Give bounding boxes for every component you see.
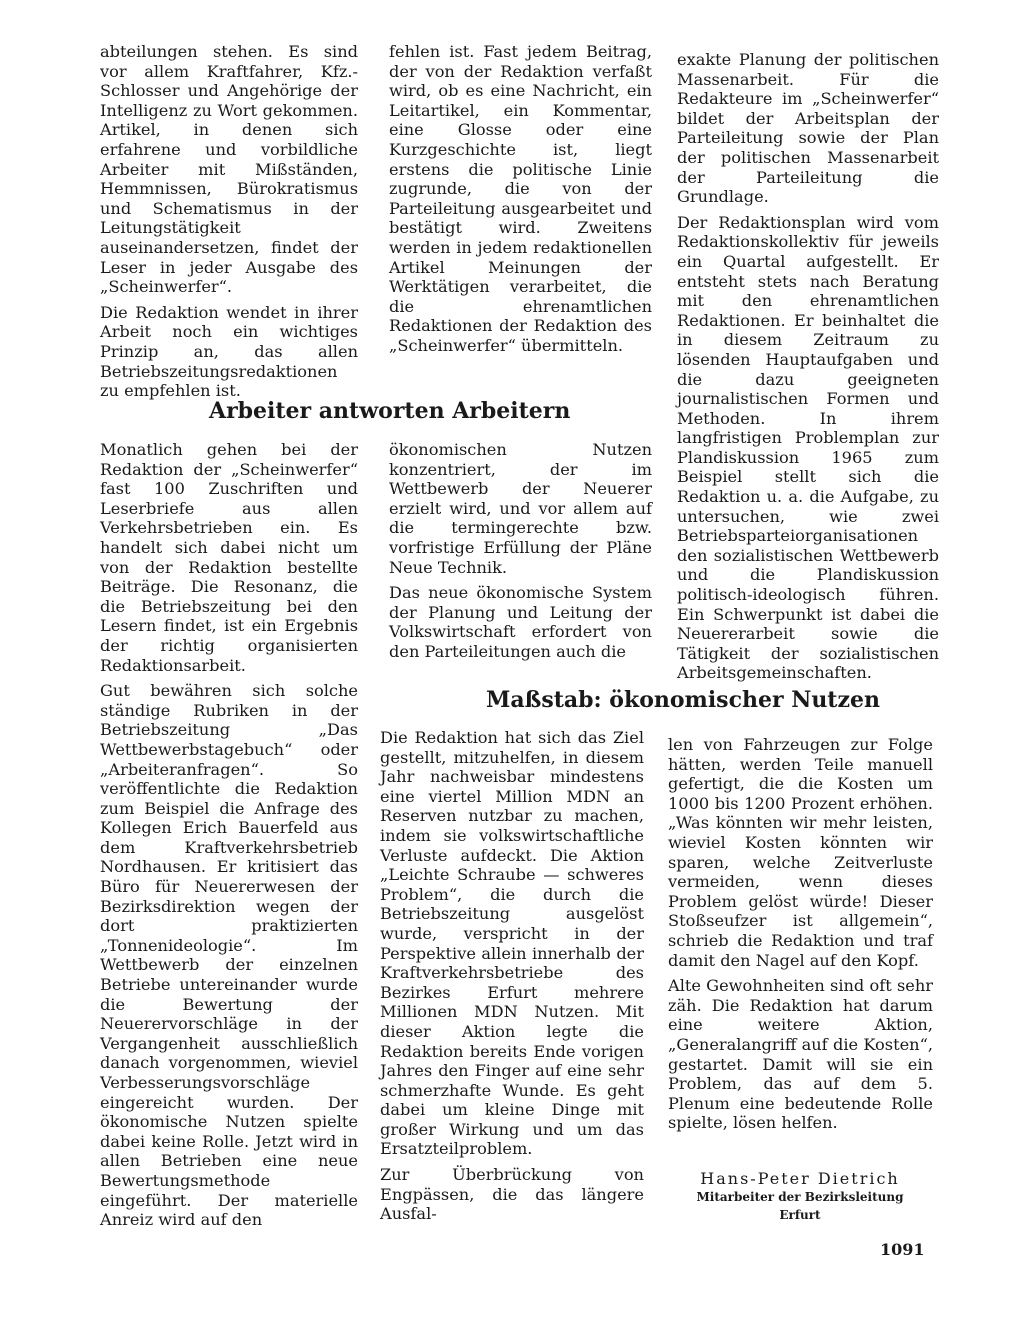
top-column-3 <box>677 50 939 689</box>
paragraph: Alte Gewohnheiten sind oft sehr zäh. Die Redaktion hat darum eine weitere Aktion, „Generalangriff auf die Kosten“, gestartet. Damit will sie ein Problem, das auf dem 5. Plenum eine bedeutende Rolle spielte, lösen helfen. <box>668 976 933 1133</box>
paragraph: Gut bewähren sich solche ständige Rubriken in der Betriebszeitung „Das Wettbewerbstagebuch“ oder „Arbeiteranfragen“. So veröffentlichte die Redaktion zum Beispiel die Anfrage des Kollegen Erich Bauerfeld aus dem Kraftverkehrsbetrieb Nordhausen. Er kritisiert das Büro für Neuererwesen der Bezirksdirektion wegen der dort praktizierten „Tonnenideologie“. Im Wettbewerb der einzelnen Betriebe untereinander wurde die Bewertung der Neuerervorschläge in der Vergangenheit ausschließlich danach vorgenommen, wieviel Verbesserungsvorschläge eingereicht wurden. Der ökonomische Nutzen spielte dabei keine Rolle. Jetzt wird in allen Betrieben eine neue Bewertungsmethode eingeführt. Der materielle Anreiz wird auf den <box>100 681 358 1230</box>
paragraph: Die Redaktion hat sich das Ziel gestellt, mitzuhelfen, in diesem Jahr nachweisbar mindestens eine viertel Million MDN an Reserven nutzbar zu machen, indem sie volkswirtschaftliche Verluste aufdeckt. Die Aktion „Leichte Schraube — schweres Problem“, die durch die Betriebszeitung ausgelöst wurde, verspricht in der Perspektive allein innerhalb der Kraftverkehrsbetriebe des Bezirkes Erfurt mehrere Millionen MDN Nutzen. Mit dieser Aktion legte die Redaktion bereits Ende vorigen Jahres den Finger auf eine sehr schmerzhafte Wunde. Es geht dabei um kleine Dinge mit großer Wirkung und um das Ersatzteilproblem. <box>380 728 644 1159</box>
paragraph: Zur Überbrückung von Engpässen, die das längere Ausfal- <box>380 1165 644 1224</box>
paragraph: ökonomischen Nutzen konzentriert, der im Wettbewerb der Neuerer erzielt wird, und vor allem auf die termingerechte bzw. vorfristige Erfüllung der Pläne Neue Technik. <box>389 440 652 577</box>
author-location: Erfurt <box>779 1208 821 1222</box>
paragraph: len von Fahrzeugen zur Folge hätten, werden Teile manuell gefertigt, die die Kosten um 1000 bis 1200 Prozent erhöhen. „Was könnten wir mehr leisten, wieviel Kosten könnten wir sparen, welche Zeitverluste vermeiden, wenn dieses Problem gelöst würde! Dieser Stoßseufzer ist allgemein“, schrieb die Redaktion und traf damit den Nagel auf den Kopf. <box>668 735 933 970</box>
paragraph: exakte Planung der politischen Massenarbeit. Für die Redakteure im „Scheinwerfer“ bildet der Arbeitsplan der Parteileitung sowie der Plan der politischen Massenarbeit der Parteileitung die Grundlage. <box>677 50 939 207</box>
section-heading-arbeiter: Arbeiter antworten Arbeitern <box>209 398 571 424</box>
author-name: Hans-Peter Dietrich <box>700 1169 900 1188</box>
section-heading-massstab: Maßstab: ökonomischer Nutzen <box>486 687 880 713</box>
top-column-1 <box>100 42 358 407</box>
section1-column-2 <box>389 440 652 668</box>
top-column-2 <box>389 42 652 362</box>
author-role: Mitarbeiter der Bezirksleitung <box>696 1190 904 1204</box>
page-number: 1091 <box>880 1240 925 1259</box>
author-signature <box>660 1170 940 1224</box>
paragraph: Monatlich gehen bei der Redaktion der „Scheinwerfer“ fast 100 Zuschriften und Leserbriefe aus allen Verkehrsbetrieben ein. Es handelt sich dabei nicht um von der Redaktion bestellte Beiträge. Die Resonanz, die die Betriebszeitung bei den Lesern findet, ist ein Ergebnis der richtig organisierten Redaktionsarbeit. <box>100 440 358 675</box>
paragraph: fehlen ist. Fast jedem Beitrag, der von der Redaktion verfaßt wird, ob es eine Nachricht, ein Leitartikel, ein Kommentar, eine Glosse oder eine Kurzgeschichte ist, liegt erstens die politische Linie zugrunde, die von der Parteileitung ausgearbeitet und bestätigt wird. Zweitens werden in jedem redaktionellen Artikel Meinungen der Werktätigen verarbeitet, die die ehrenamtlichen Redaktionen der Redaktion des „Scheinwerfer“ übermitteln. <box>389 42 652 355</box>
section1-column-1 <box>100 440 358 1236</box>
section2-column-2 <box>380 728 644 1230</box>
paragraph: Die Redaktion wendet in ihrer Arbeit noch ein wichtiges Prinzip an, das allen Betriebszeitungsredaktionen zu empfehlen ist. <box>100 302 358 401</box>
paragraph: abteilungen stehen. Es sind vor allem Kraftfahrer, Kfz.-Schlosser und Angehörige der Intelligenz zu Wort gekommen. Artikel, in denen sich erfahrene und vorbildliche Arbeiter mit Mißständen, Hemmnissen, Bürokratismus und Schematismus in der Leitungstätigkeit auseinandersetzen, findet der Leser in jeder Ausgabe des „Scheinwerfer“. <box>100 42 358 297</box>
paragraph: Das neue ökonomische System der Planung und Leitung der Volkswirtschaft erfordert von den Parteileitungen auch die <box>389 583 652 661</box>
paragraph: Der Redaktionsplan wird vom Redaktionskollektiv für jeweils ein Quartal aufgestellt. Er entsteht stets nach Beratung mit den ehrenamtlichen Redaktionen. Er beinhaltet die in diesem Zeitraum zu lösenden Hauptaufgaben und die dazu geeigneten journalistischen Formen und Methoden. In ihrem langfristigen Problemplan zur Plandiskussion 1965 zum Beispiel stellt sich die Redaktion u. a. die Aufgabe, zu untersuchen, wie zwei Betriebsparteiorganisationen den sozialistischen Wettbewerb und die Plandiskussion politisch-ideologisch führen. Ein Schwerpunkt ist dabei die Neuererarbeit sowie die Tätigkeit der sozialistischen Arbeitsgemeinschaften. <box>677 212 939 683</box>
section2-column-3 <box>668 735 933 1139</box>
